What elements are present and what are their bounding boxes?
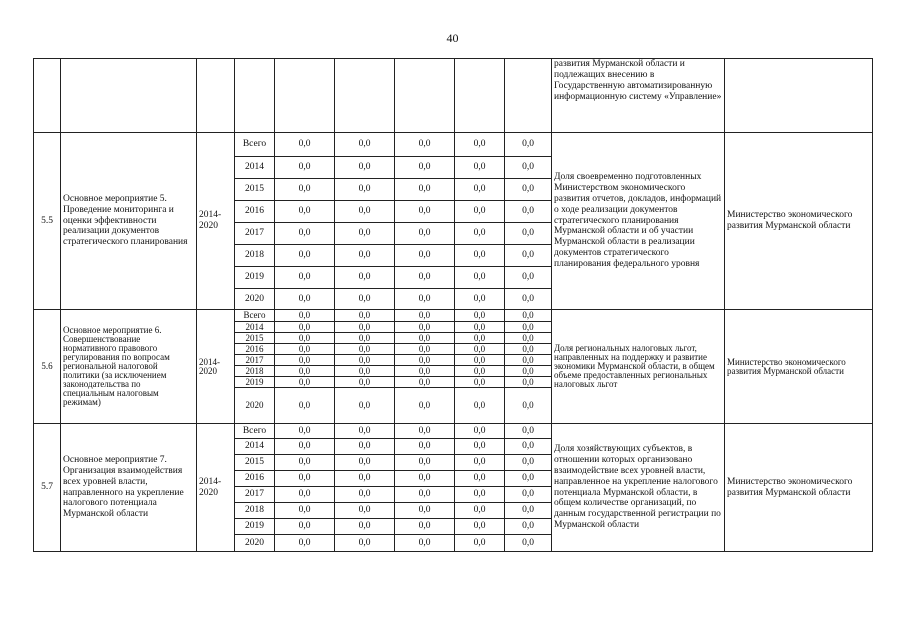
row-group-5-6 bbox=[34, 310, 873, 424]
value-cell: 0,0 bbox=[275, 377, 335, 388]
year-label: 2014 bbox=[235, 322, 275, 333]
value-cell: 0,0 bbox=[505, 535, 552, 552]
activity-name: Основное мероприятие 6. Совершенствование нормативного правового регулирования по вопросам региональной налоговой политики (за исключением законодательства по специальным налоговым режимам) bbox=[61, 310, 197, 424]
period: 2014-2020 bbox=[197, 424, 235, 552]
value-cell: 0,0 bbox=[395, 355, 455, 366]
year-label: 2014 bbox=[235, 439, 275, 455]
value-cell: 0,0 bbox=[395, 455, 455, 471]
value-cell: 0,0 bbox=[505, 223, 552, 245]
year-label: 2015 bbox=[235, 179, 275, 201]
value-cell: 0,0 bbox=[335, 344, 395, 355]
value-cell: 0,0 bbox=[395, 503, 455, 519]
value-cell: 0,0 bbox=[505, 322, 552, 333]
value-cell: 0,0 bbox=[505, 245, 552, 267]
value-cell: 0,0 bbox=[505, 487, 552, 503]
value-cell: 0,0 bbox=[335, 310, 395, 322]
value-cell: 0,0 bbox=[505, 455, 552, 471]
value-cell: 0,0 bbox=[455, 333, 505, 344]
value-cell: 0,0 bbox=[505, 133, 552, 157]
value-cell: 0,0 bbox=[455, 535, 505, 552]
value-cell: 0,0 bbox=[395, 179, 455, 201]
row-index: 5.7 bbox=[34, 424, 61, 552]
year-label: 2020 bbox=[235, 535, 275, 552]
value-cell: 0,0 bbox=[275, 355, 335, 366]
value-cell: 0,0 bbox=[395, 310, 455, 322]
value-cell: 0,0 bbox=[335, 355, 395, 366]
value-cell: 0,0 bbox=[335, 289, 395, 310]
value-cell: 0,0 bbox=[395, 201, 455, 223]
value-cell: 0,0 bbox=[335, 377, 395, 388]
value-cell: 0,0 bbox=[505, 333, 552, 344]
year-label: 2019 bbox=[235, 519, 275, 535]
value-cell: 0,0 bbox=[275, 310, 335, 322]
value-cell: 0,0 bbox=[275, 289, 335, 310]
value-cell: 0,0 bbox=[395, 424, 455, 439]
value-cell: 0,0 bbox=[275, 223, 335, 245]
value-cell: 0,0 bbox=[335, 223, 395, 245]
year-label: 2020 bbox=[235, 289, 275, 310]
result-cell: развития Мурманской области и подлежащих внесению в Государственную автоматизированную информационную систему «Управление» bbox=[552, 59, 725, 133]
value-cell: 0,0 bbox=[455, 366, 505, 377]
value-cell: 0,0 bbox=[275, 245, 335, 267]
value-cell: 0,0 bbox=[275, 535, 335, 552]
page-number: 40 bbox=[446, 31, 459, 45]
value-cell: 0,0 bbox=[505, 439, 552, 455]
value-cell: 0,0 bbox=[275, 157, 335, 179]
value-cell: 0,0 bbox=[335, 503, 395, 519]
value-cell: 0,0 bbox=[335, 535, 395, 552]
value-cell: 0,0 bbox=[335, 487, 395, 503]
value-cell: 0,0 bbox=[505, 157, 552, 179]
value-cell: 0,0 bbox=[395, 333, 455, 344]
value-cell: 0,0 bbox=[335, 133, 395, 157]
activity-name: Основное мероприятие 5. Проведение мониторинга и оценки эффективности реализации документов стратегического планирования bbox=[61, 133, 197, 310]
year-label: 2015 bbox=[235, 333, 275, 344]
year-label: 2018 bbox=[235, 503, 275, 519]
executor: Министерство экономического развития Мурманской области bbox=[725, 310, 873, 424]
value-cell: 0,0 bbox=[455, 310, 505, 322]
value-cell: 0,0 bbox=[395, 157, 455, 179]
value-cell: 0,0 bbox=[395, 471, 455, 487]
value-cell: 0,0 bbox=[275, 201, 335, 223]
year-label: 2016 bbox=[235, 344, 275, 355]
value-cell: 0,0 bbox=[395, 366, 455, 377]
value-cell: 0,0 bbox=[395, 267, 455, 289]
value-cell: 0,0 bbox=[395, 519, 455, 535]
value-cell: 0,0 bbox=[275, 179, 335, 201]
value-cell: 0,0 bbox=[455, 388, 505, 424]
value-cell: 0,0 bbox=[505, 179, 552, 201]
value-cell: 0,0 bbox=[505, 503, 552, 519]
value-cell: 0,0 bbox=[335, 388, 395, 424]
value-cell: 0,0 bbox=[455, 245, 505, 267]
value-cell: 0,0 bbox=[455, 439, 505, 455]
value-cell: 0,0 bbox=[455, 223, 505, 245]
value-cell: 0,0 bbox=[335, 471, 395, 487]
program-table bbox=[33, 58, 873, 552]
value-cell: 0,0 bbox=[395, 535, 455, 552]
value-cell: 0,0 bbox=[275, 471, 335, 487]
value-cell: 0,0 bbox=[505, 355, 552, 366]
year-label: 2018 bbox=[235, 245, 275, 267]
value-cell: 0,0 bbox=[455, 289, 505, 310]
year-label: 2014 bbox=[235, 157, 275, 179]
result-indicator: Доля региональных налоговых льгот, направленных на поддержку и развитие экономики Мурманской области, в общем объеме предоставленных региональных налоговых льгот bbox=[552, 310, 725, 424]
result-indicator: Доля своевременно подготовленных Министерством экономического развития отчетов, докладов, информаций о ходе реализации документов стратегического планирования Мурманской области и об участии Мурманской области в реализации документов стратегического планирования федерального уровня bbox=[552, 133, 725, 310]
executor: Министерство экономического развития Мурманской области bbox=[725, 424, 873, 552]
value-cell: 0,0 bbox=[275, 503, 335, 519]
value-cell: 0,0 bbox=[505, 289, 552, 310]
year-label: Всего bbox=[235, 424, 275, 439]
year-label: 2017 bbox=[235, 355, 275, 366]
value-cell: 0,0 bbox=[455, 157, 505, 179]
value-cell: 0,0 bbox=[335, 245, 395, 267]
table-row bbox=[34, 133, 873, 157]
value-cell: 0,0 bbox=[455, 322, 505, 333]
value-cell: 0,0 bbox=[505, 471, 552, 487]
value-cell: 0,0 bbox=[275, 455, 335, 471]
value-cell: 0,0 bbox=[395, 487, 455, 503]
value-cell: 0,0 bbox=[335, 201, 395, 223]
value-cell: 0,0 bbox=[455, 519, 505, 535]
value-cell: 0,0 bbox=[335, 179, 395, 201]
value-cell: 0,0 bbox=[275, 267, 335, 289]
value-cell: 0,0 bbox=[505, 424, 552, 439]
value-cell: 0,0 bbox=[455, 355, 505, 366]
year-label: 2019 bbox=[235, 267, 275, 289]
value-cell: 0,0 bbox=[335, 455, 395, 471]
value-cell: 0,0 bbox=[275, 388, 335, 424]
value-cell: 0,0 bbox=[505, 377, 552, 388]
year-label: Всего bbox=[235, 133, 275, 157]
table-row bbox=[34, 310, 873, 322]
value-cell: 0,0 bbox=[505, 366, 552, 377]
value-cell: 0,0 bbox=[455, 471, 505, 487]
year-label: 2018 bbox=[235, 366, 275, 377]
value-cell: 0,0 bbox=[455, 344, 505, 355]
value-cell: 0,0 bbox=[455, 267, 505, 289]
value-cell: 0,0 bbox=[395, 439, 455, 455]
continuation-row bbox=[34, 59, 873, 133]
value-cell: 0,0 bbox=[455, 179, 505, 201]
value-cell: 0,0 bbox=[455, 424, 505, 439]
value-cell: 0,0 bbox=[275, 366, 335, 377]
value-cell: 0,0 bbox=[455, 133, 505, 157]
year-label: 2019 bbox=[235, 377, 275, 388]
value-cell: 0,0 bbox=[395, 223, 455, 245]
value-cell: 0,0 bbox=[335, 424, 395, 439]
period: 2014-2020 bbox=[197, 310, 235, 424]
year-label: 2015 bbox=[235, 455, 275, 471]
value-cell: 0,0 bbox=[275, 344, 335, 355]
value-cell: 0,0 bbox=[275, 487, 335, 503]
value-cell: 0,0 bbox=[335, 267, 395, 289]
value-cell: 0,0 bbox=[505, 267, 552, 289]
value-cell: 0,0 bbox=[455, 201, 505, 223]
value-cell: 0,0 bbox=[505, 201, 552, 223]
value-cell: 0,0 bbox=[335, 519, 395, 535]
executor: Министерство экономического развития Мурманской области bbox=[725, 133, 873, 310]
value-cell: 0,0 bbox=[455, 455, 505, 471]
year-label: 2016 bbox=[235, 471, 275, 487]
year-label: 2020 bbox=[235, 388, 275, 424]
value-cell: 0,0 bbox=[455, 487, 505, 503]
row-group-5-7 bbox=[34, 424, 873, 552]
value-cell: 0,0 bbox=[335, 322, 395, 333]
value-cell: 0,0 bbox=[505, 388, 552, 424]
period: 2014-2020 bbox=[197, 133, 235, 310]
value-cell: 0,0 bbox=[505, 344, 552, 355]
year-label: 2016 bbox=[235, 201, 275, 223]
year-label: 2017 bbox=[235, 487, 275, 503]
value-cell: 0,0 bbox=[395, 289, 455, 310]
value-cell: 0,0 bbox=[395, 322, 455, 333]
value-cell: 0,0 bbox=[455, 377, 505, 388]
value-cell: 0,0 bbox=[275, 519, 335, 535]
value-cell: 0,0 bbox=[395, 245, 455, 267]
value-cell: 0,0 bbox=[395, 388, 455, 424]
table-row bbox=[34, 424, 873, 439]
value-cell: 0,0 bbox=[275, 322, 335, 333]
value-cell: 0,0 bbox=[335, 439, 395, 455]
value-cell: 0,0 bbox=[275, 439, 335, 455]
value-cell: 0,0 bbox=[275, 424, 335, 439]
year-label: Всего bbox=[235, 310, 275, 322]
value-cell: 0,0 bbox=[335, 366, 395, 377]
value-cell: 0,0 bbox=[395, 133, 455, 157]
value-cell: 0,0 bbox=[395, 377, 455, 388]
value-cell: 0,0 bbox=[395, 344, 455, 355]
value-cell: 0,0 bbox=[505, 519, 552, 535]
value-cell: 0,0 bbox=[455, 503, 505, 519]
activity-name: Основное мероприятие 7. Организация взаимодействия всех уровней власти, направленного на укрепление налогового потенциала Мурманской области bbox=[61, 424, 197, 552]
result-indicator: Доля хозяйствующих субъектов, в отношении которых организовано взаимодействие всех уровней власти, направленное на укрепление налогового потенциала Мурманской области, в общем количестве организаций, по данным государственной регистрации по Мурманской области bbox=[552, 424, 725, 552]
value-cell: 0,0 bbox=[335, 333, 395, 344]
row-index: 5.6 bbox=[34, 310, 61, 424]
row-group-5-5 bbox=[34, 133, 873, 310]
value-cell: 0,0 bbox=[505, 310, 552, 322]
value-cell: 0,0 bbox=[335, 157, 395, 179]
year-label: 2017 bbox=[235, 223, 275, 245]
row-index: 5.5 bbox=[34, 133, 61, 310]
value-cell: 0,0 bbox=[275, 133, 335, 157]
value-cell: 0,0 bbox=[275, 333, 335, 344]
